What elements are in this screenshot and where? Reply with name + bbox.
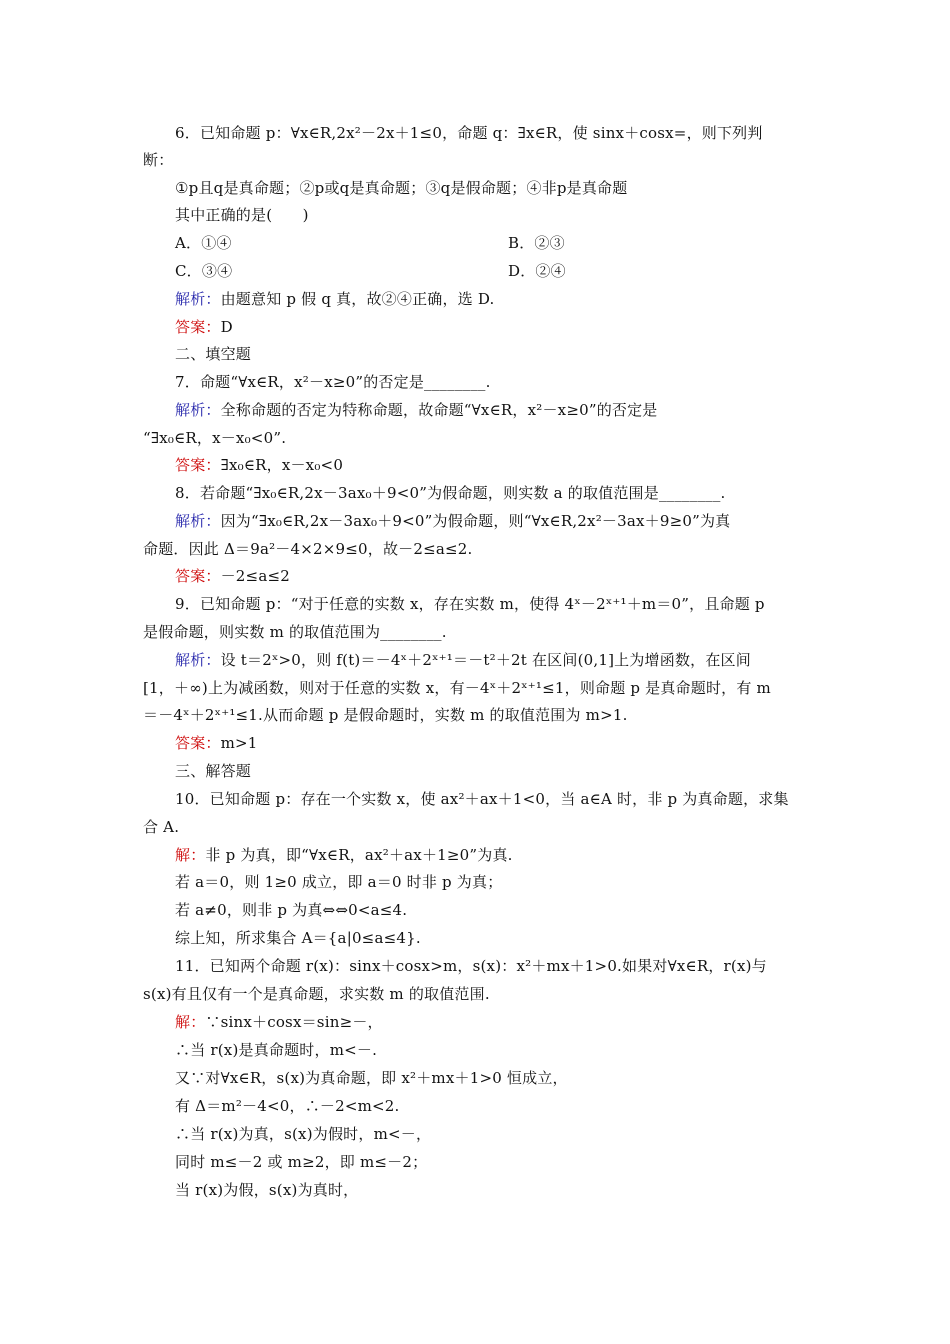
q11-line-1: 11．已知两个命题 r(x)：sinx＋cosx>m，s(x)：x²＋mx＋1>0.如果对∀x∈R，r(x)与 xyxy=(175,957,767,975)
q9-solution-3: ＝－4ˣ＋2ˣ⁺¹≤1.从而命题 p 是假命题时，实数 m 的取值范围为 m>1. xyxy=(143,706,628,724)
q7-solution xyxy=(175,401,845,419)
q6-question: 其中正确的是( ) xyxy=(175,206,309,224)
q8-answer xyxy=(175,567,845,585)
q6-statements: ①p且q是真命题；②p或q是真命题；③q是假命题；④非p是真命题 xyxy=(175,179,628,197)
section-heading-3: 三、解答题 xyxy=(175,762,252,780)
q11-solution xyxy=(175,1013,845,1031)
q9-line-1: 9．已知命题 p：“对于任意的实数 x，存在实数 m，使得 4ˣ－2ˣ⁺¹＋m＝0”，且命题 p xyxy=(175,595,765,613)
q8-solution xyxy=(175,512,845,530)
option-b: B．②③ xyxy=(508,234,565,252)
option-c: C．③④ xyxy=(175,262,233,280)
q11-step-4: 有 Δ＝m²－4<0，∴－2<m<2. xyxy=(175,1097,400,1115)
answer-label: 答案： xyxy=(175,567,221,585)
option-a: A．①④ xyxy=(175,234,232,252)
solution-label: 解析： xyxy=(175,401,221,419)
q9-answer xyxy=(175,734,845,752)
solution-text: 非 p 为真，即“∀x∈R，ax²＋ax＋1≥0”为真. xyxy=(205,846,513,864)
q11-step-5: ∴当 r(x)为真，s(x)为假时，m<－， xyxy=(175,1125,432,1143)
answer-text: －2≤a≤2 xyxy=(220,567,290,585)
q11-step-3: 又∵对∀x∈R，s(x)为真命题，即 x²＋mx＋1>0 恒成立， xyxy=(175,1069,568,1087)
solution-label: 解： xyxy=(175,1013,206,1031)
option-d: D．②④ xyxy=(508,262,566,280)
answer-text: m>1 xyxy=(220,734,258,752)
q7-line-1: 7．命题“∀x∈R，x²－x≥0”的否定是________. xyxy=(175,373,491,391)
solution-label: 解析： xyxy=(175,290,221,308)
answer-label: 答案： xyxy=(175,734,221,752)
answer-label: 答案： xyxy=(175,456,221,474)
q6-line-1: 6．已知命题 p：∀x∈R,2x²－2x＋1≤0，命题 q：∃x∈R，使 sinx＋cosx=，则下列判 xyxy=(175,124,763,142)
q8-line-1: 8．若命题“∃x₀∈R,2x－3ax₀＋9<0”为假命题，则实数 a 的取值范围是________. xyxy=(175,484,726,502)
q9-solution-2: [1，＋∞)上为减函数，则对于任意的实数 x，有－4ˣ＋2ˣ⁺¹≤1，则命题 p 是真命题时，有 m xyxy=(143,679,771,697)
solution-text: 全称命题的否定为特称命题，故命题“∀x∈R，x²－x≥0”的否定是 xyxy=(220,401,658,419)
answer-text: D xyxy=(220,318,233,336)
q9-line-2: 是假命题，则实数 m 的取值范围为________. xyxy=(143,623,447,641)
q6-line-2: 断： xyxy=(143,151,174,169)
solution-label: 解： xyxy=(175,846,206,864)
q11-step-6: 同时 m≤－2 或 m≥2，即 m≤－2； xyxy=(175,1153,428,1171)
q7-answer xyxy=(175,456,845,474)
q11-line-2: s(x)有且仅有一个是真命题，求实数 m 的取值范围. xyxy=(143,985,490,1003)
solution-label: 解析： xyxy=(175,651,221,669)
q6-options-row-1 xyxy=(175,234,845,252)
q10-step-4: 综上知，所求集合 A＝{a|0≤a≤4}. xyxy=(175,929,421,947)
solution-text: ∵sinx＋cosx＝sin≥－， xyxy=(205,1013,383,1031)
q10-line-1: 10．已知命题 p：存在一个实数 x，使 ax²＋ax＋1<0，当 a∈A 时，非 p 为真命题，求集 xyxy=(175,790,789,808)
q6-answer xyxy=(175,318,845,336)
q9-solution xyxy=(175,651,845,669)
q10-step-2: 若 a＝0，则 1≥0 成立，即 a＝0 时非 p 为真； xyxy=(175,873,503,891)
q6-solution xyxy=(175,290,845,308)
q10-line-2: 合 A. xyxy=(143,818,180,836)
solution-label: 解析： xyxy=(175,512,221,530)
q11-step-7: 当 r(x)为假，s(x)为真时， xyxy=(175,1181,359,1199)
solution-text: 因为“∃x₀∈R,2x－3ax₀＋9<0”为假命题，则“∀x∈R,2x²－3ax＋9≥0”为真 xyxy=(220,512,731,530)
q11-step-2: ∴当 r(x)是真命题时，m<－. xyxy=(175,1041,378,1059)
q10-solution xyxy=(175,846,845,864)
q8-solution-2: 命题．因此 Δ＝9a²－4×2×9≤0，故－2≤a≤2. xyxy=(143,540,473,558)
q7-solution-2: “∃x₀∈R，x－x₀<0”. xyxy=(143,429,287,447)
q10-step-3: 若 a≠0，则非 p 为真⇔⇔0<a≤4. xyxy=(175,901,408,919)
solution-text: 设 t＝2ˣ>0，则 f(t)＝－4ˣ＋2ˣ⁺¹＝－t²＋2t 在区间(0,1]上为增函数，在区间 xyxy=(220,651,751,669)
q6-options-row-2 xyxy=(175,262,845,280)
section-heading-2: 二、填空题 xyxy=(175,345,252,363)
answer-text: ∃x₀∈R，x－x₀<0 xyxy=(220,456,344,474)
solution-text: 由题意知 p 假 q 真，故②④正确，选 D. xyxy=(220,290,495,308)
answer-label: 答案： xyxy=(175,318,221,336)
